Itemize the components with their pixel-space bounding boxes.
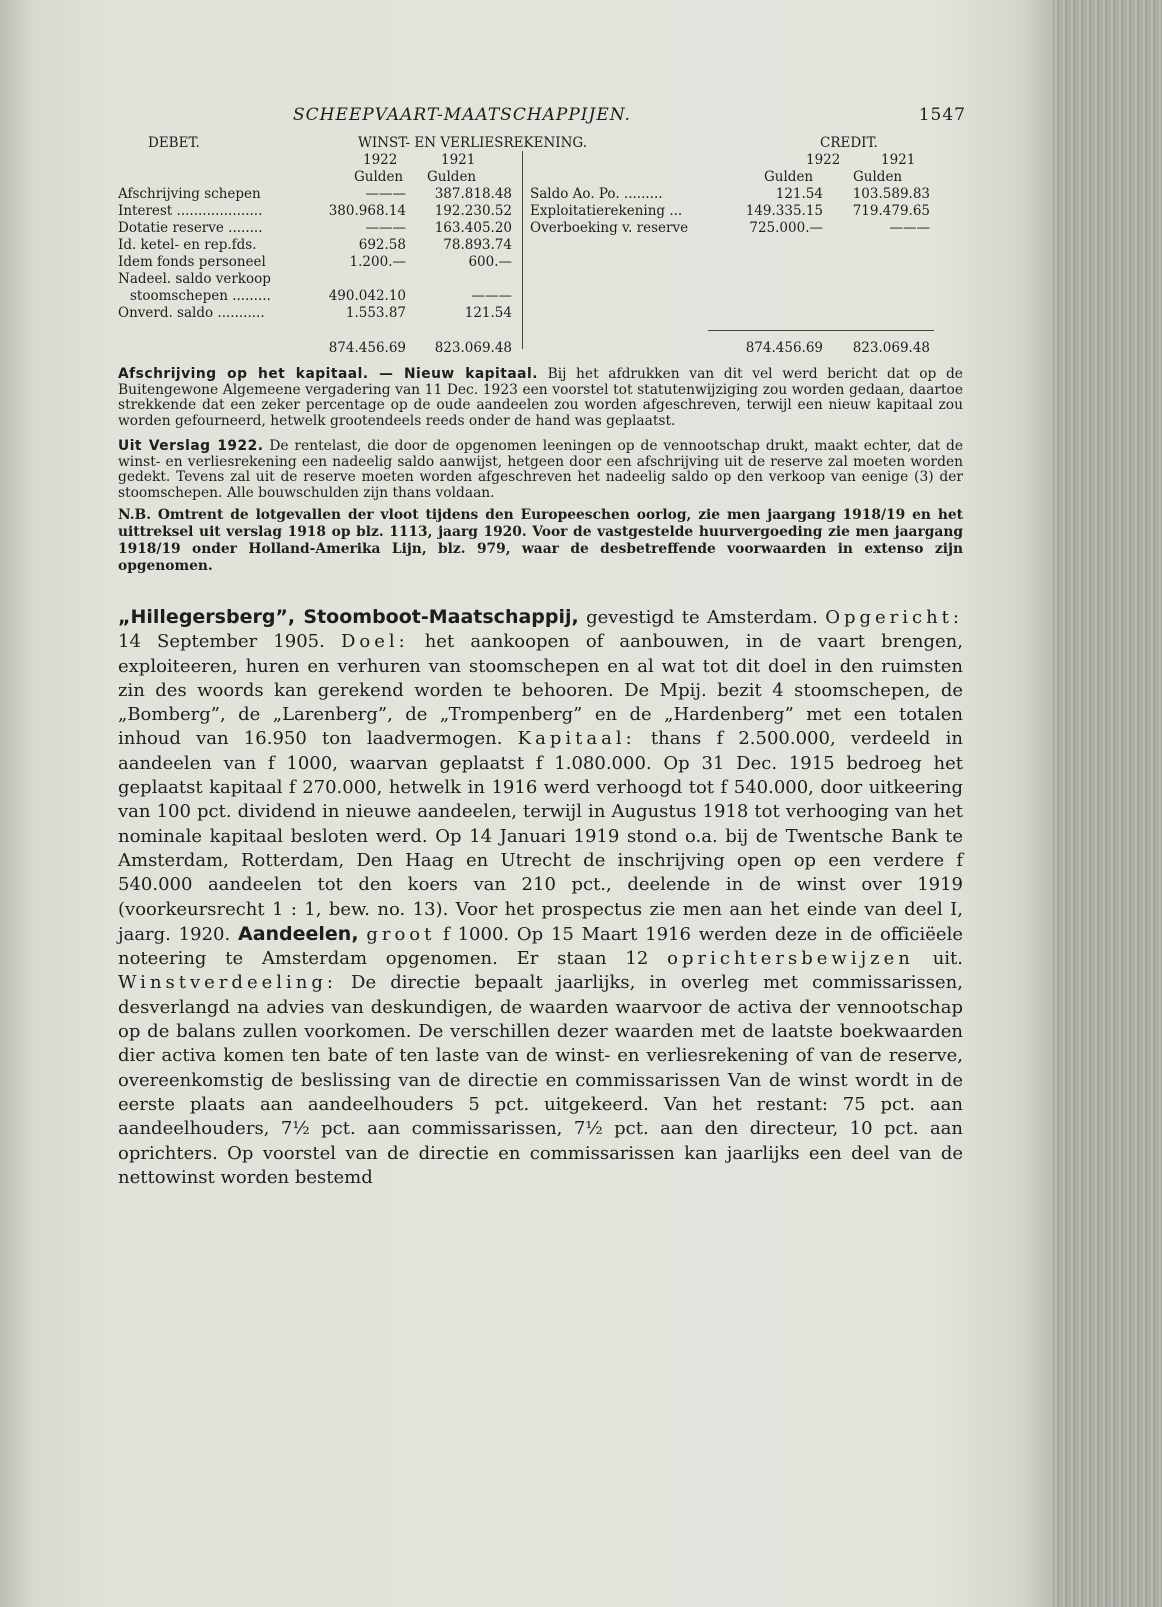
label-opgericht: Opgericht: (825, 607, 963, 628)
debit-year-1922: 1922 (363, 152, 398, 168)
label-oprichtersbewijzen: oprichtersbewijzen (667, 948, 914, 970)
debit-unit-1922: Gulden (354, 169, 404, 185)
credit-unit-1922: Gulden (764, 169, 814, 185)
entry-text: uit. (932, 948, 964, 970)
debit-row-label: Id. ketel- en rep.fds. (118, 237, 257, 253)
credit-row-value-1922: 149.335.15 (745, 203, 823, 219)
paragraph-heading: Uit Verslag 1922. (118, 438, 264, 454)
credit-row-value-1921: 103.589.83 (852, 186, 930, 202)
header-title: SCHEEPVAART-MAATSCHAPPIJEN. (293, 105, 631, 125)
credit-year-1922: 1922 (806, 152, 841, 168)
credit-total-1922: 874.456.69 (745, 340, 823, 356)
paragraph-heading: Afschrijving op het kapitaal. — Nieuw kapitaal. (118, 366, 538, 382)
debit-row-value-1922: 692.58 (358, 237, 406, 253)
credit-row-label: Exploitatierekening ... (530, 203, 683, 219)
debit-row-value-1921: 600.— (468, 254, 512, 270)
label-kapitaal: Kapitaal: (517, 728, 636, 750)
debit-year-1921: 1921 (441, 152, 476, 168)
label-groot: groot (366, 923, 436, 945)
credit-unit-1921: Gulden (853, 169, 903, 185)
credit-year-1921: 1921 (881, 152, 916, 168)
credit-row-label: Saldo Ao. Po. ......... (530, 186, 663, 202)
column-divider (522, 151, 523, 349)
entry-text: het aankoopen of aanbouwen, in de vaart brengen, exploiteeren, huren en verhuren van stoomschepen en al wat tot dit doel in den ruimsten zin des woords kan gerekend worden te behooren. De Mpij. bezit 4 stoomschepen, de „Bomberg”, de „Larenberg”, de „Trompenberg” en de „Hardenberg” met een totalen inhoud van 16.950 ton laadvermogen. (118, 631, 963, 750)
debit-row-value-1921: 163.405.20 (434, 220, 512, 236)
credit-row-value-1922: 725.000.— (749, 220, 823, 236)
debit-row-label: Interest .................... (118, 203, 263, 219)
company-name: „Hillegersberg”, Stoomboot-Maatschappij, (118, 606, 579, 628)
total-rule (708, 330, 934, 331)
debit-row-value-1921: ——— (471, 288, 512, 304)
debit-total-1922: 874.456.69 (328, 340, 406, 356)
label-aandeelen: Aandeelen, (237, 922, 359, 945)
debit-row-label: stoomschepen ......... (130, 288, 271, 304)
debit-unit-1921: Gulden (427, 169, 477, 185)
debit-row-label: Idem fonds personeel (118, 254, 266, 270)
nb-note: N.B. Omtrent de lotgevallen der vloot tijdens den Europeeschen oorlog, zie men jaargang 1918/19 en het uittreksel uit verslag 1918 op blz. 1113, jaarg 1920. Voor de vastgestelde huurvergoeding zie men jaargang 1918/19 onder Holland-Amerika Lijn, blz. 979, waar de desbetreffende voorwaarden in extenso zijn opgenomen. (118, 507, 963, 574)
debit-row-label: Nadeel. saldo verkoop (118, 271, 271, 287)
debit-row-value-1921: 387.818.48 (434, 186, 512, 202)
account-title: WINST- EN VERLIESREKENING. (358, 135, 588, 151)
page-number: 1547 (918, 105, 966, 125)
page-content (118, 95, 966, 1190)
debit-row-value-1922: 1.553.87 (345, 305, 406, 321)
debit-row-value-1921: 78.893.74 (443, 237, 512, 253)
paragraph-text: De rentelast, die door de opgenomen leeningen op de vennootschap drukt, maakt echter, dat de winst- en verliesrekening een nadeelig saldo aanwijst, hetgeen door een afschrijving uit de reserve zal moeten worden gedekt. Tevens zal uit de reserve moeten worden afgeschreven het nadeelig saldo op den verkoop van eenige (3) der stoomschepen. Alle bouwschulden zijn thans voldaan. (118, 438, 963, 501)
entry-text: gevestigd te Amsterdam. (586, 607, 818, 628)
debit-row-label: Dotatie reserve ........ (118, 220, 263, 236)
profit-loss-account (118, 125, 963, 417)
debet-label: DEBET. (148, 135, 200, 151)
entry-text: De directie bepaalt jaarlijks, in overleg met commissarissen, desverlangd na advies van deskundigen, de waarden waarvoor de activa der vennootschap op de balans zullen voorkomen. De verschillen dezer waarden met de laatste boekwaarden dier activa komen ten bate of ten laste van de winst- en verliesrekening of van de reserve, overeenkomstig de beslissing van de directie en commissarissen Van de winst wordt in de eerste plaats aan aandeelhouders 5 pct. uitgekeerd. Van het restant: 75 pct. aan aandeelhouders, 7½ pct. aan commissarissen, 7½ pct. aan den directeur, 10 pct. aan oprichters. Op voorstel van de directie en commissarissen kan jaarlijks een deel van de nettowinst worden bestemd (118, 972, 963, 1188)
paragraph-verslag (118, 439, 963, 501)
debit-row-value-1922: ——— (365, 220, 406, 236)
company-entry (118, 605, 963, 1190)
debit-row-value-1922: ——— (365, 186, 406, 202)
debit-row-value-1922: 490.042.10 (328, 288, 406, 304)
debit-total-1921: 823.069.48 (434, 340, 512, 356)
book-page-edges (1052, 0, 1162, 1607)
label-doel: Doel: (340, 631, 409, 653)
running-header (118, 95, 966, 125)
debit-row-value-1921: 192.230.52 (434, 203, 512, 219)
entry-text: f 1000. Op 15 Maart 1916 werden deze in de officiëele noteering te Amsterdam opgenomen. Er staan 12 (118, 923, 963, 970)
credit-row-value-1922: 121.54 (775, 186, 823, 202)
label-winstverdeeling: Winstverdeeling: (118, 972, 337, 994)
credit-row-label: Overboeking v. reserve (530, 220, 689, 236)
debit-row-value-1922: 1.200.— (349, 254, 406, 270)
entry-text: thans f 2.500.000, verdeeld in aandeelen van f 1000, waarvan geplaatst f 1.080.000. Op 31 Dec. 1915 bedroeg het geplaatst kapitaal f 270.000, hetwelk in 1916 werd verhoogd tot f 540.000, door uitkeering van 100 pct. dividend in nieuwe aandeelen, terwijl in Augustus 1918 tot verhooging van het nominale kapitaal besloten werd. Op 14 Januari 1919 stond o.a. bij de Twentsche Bank te Amsterdam, Rotterdam, Den Haag en Utrecht de inschrijving open op een verdere f 540.000 aandeelen tot den koers van 210 pct., deelende in de winst over 1919 (voorkeursrecht 1 : 1, bew. no. 13). Voor het prospectus zie men aan het einde van deel I, jaarg. 1920. (118, 728, 963, 945)
debit-row-value-1922: 380.968.14 (328, 203, 406, 219)
debit-row-label: Onverd. saldo ........... (118, 305, 265, 321)
credit-row-value-1921: ——— (889, 220, 930, 236)
entry-text: 14 September 1905. (118, 631, 325, 653)
debit-row-label: Afschrijving schepen (118, 186, 261, 202)
credit-row-value-1921: 719.479.65 (852, 203, 930, 219)
credit-total-1921: 823.069.48 (852, 340, 930, 356)
paragraph-text: Bij het afdrukken van dit vel werd bericht dat op de Buitengewone Algemeene vergadering van 11 Dec. 1923 een voorstel tot statutenwijziging zou worden gedaan, daartoe strekkende dat een zeker percentage op de oude aandeelen zou worden afgeschreven, terwijl een nieuw kapitaal zou worden gefourneerd, hetwelk grootendeels reeds onder de hand was geplaatst. (118, 366, 963, 429)
credit-label: CREDIT. (820, 135, 878, 151)
debit-row-value-1921: 121.54 (464, 305, 512, 321)
